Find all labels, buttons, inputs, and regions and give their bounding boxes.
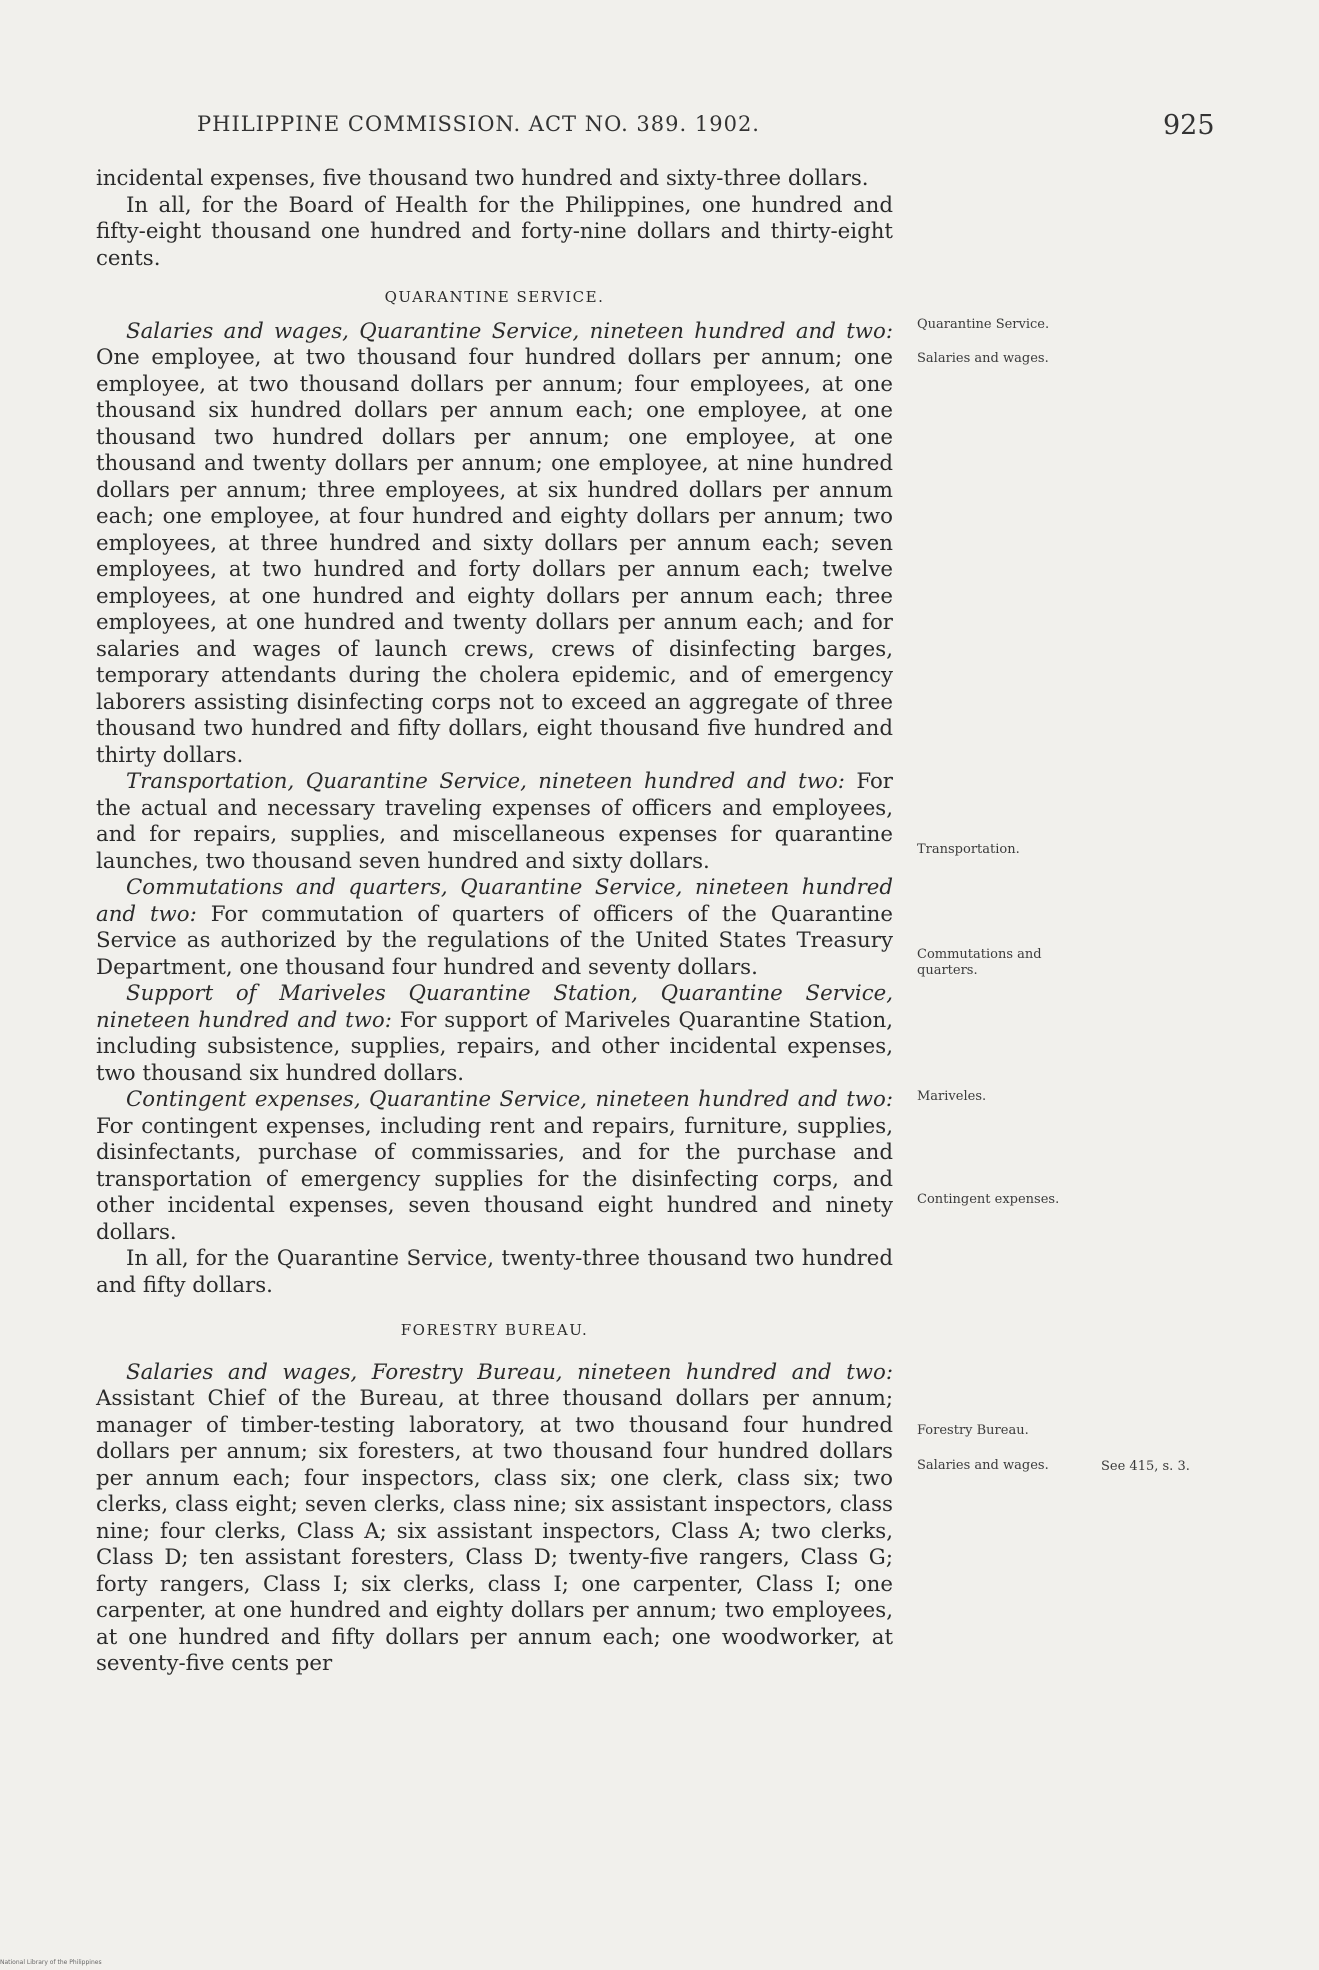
- paragraph-quarantine-transportation: [96, 769, 893, 875]
- item-title: Salaries and wages, Forestry Bureau, nineteen hundred and two:: [126, 1359, 893, 1385]
- running-head: PHILIPPINE COMMISSION. ACT NO. 389. 1902.: [197, 112, 760, 136]
- item-text: One employee, at two thousand four hundred dollars per annum; one employee, at two thousand dollars per annum; four employees, at one thousand six hundred dollars per annum each; one employee, at one thousand two hundred dollars per annum; one employee, at one thousand and twenty dollars per annum; one employee, at nine hundred dollars per annum; three employees, at six hundred dollars per annum each; one employee, at four hundred and eighty dollars per annum; two employees, at three hundred and sixty dollars per annum each; seven employees, at two hundred and forty dollars per annum each; twelve employees, at one hundred and eighty dollars per annum each; three employees, at one hundred and twenty dollars per annum each; and for salaries and wages of launch crews, crews of disinfecting barges, temporary attendants during the cholera epidemic, and of emergency laborers assisting disinfecting corps not to exceed an aggregate of three thousand two hundred and fifty dollars, eight thousand five hundred and thirty dollars.: [96, 345, 893, 768]
- body-text: [96, 166, 893, 1678]
- scan-credit-footer: National Library of the Philippines: [0, 1959, 102, 1966]
- margin-cross-reference: See 415, s. 3.: [1101, 1459, 1190, 1474]
- item-text: For support of Mariveles Quarantine Station, including subsistence, supplies, repairs, and other incidental expenses, two thousand six hundred dollars.: [96, 1007, 893, 1086]
- item-text: For commutation of quarters of officers of the Quarantine Service as authorized by the regulations of the United States Treasury Department, one thousand four hundred and seventy dollars.: [96, 901, 893, 980]
- item-text: Assistant Chief of the Bureau, at three thousand dollars per annum; manager of timber-testing laboratory, at two thousand four hundred dollars per annum; six foresters, at two thousand four hundred dollars per annum each; four inspectors, class six; one clerk, class six; two clerks, class eight; seven clerks, class nine; six assistant inspectors, class nine; four clerks, Class A; six assistant inspectors, Class A; two clerks, Class D; ten assistant foresters, Class D; twenty-five rangers, Class G; forty rangers, Class I; six clerks, class I; one carpenter, Class I; one carpenter, at one hundred and eighty dollars per annum; two employees, at one hundred and fifty dollars per annum each; one woodworker, at seventy-five cents per: [96, 1386, 893, 1676]
- margin-note-contingent-expenses: Contingent expenses.: [917, 1192, 1060, 1207]
- margin-note-quarantine-service: Quarantine Service.: [917, 317, 1050, 332]
- margin-note-commutations: Commutations and quarters.: [917, 947, 1042, 978]
- margin-note-salaries-and-wages: Salaries and wages.: [917, 351, 1049, 366]
- section-heading-quarantine: QUARANTINE SERVICE.: [384, 288, 605, 306]
- item-title: Contingent expenses, Quarantine Service, nineteen hundred and two:: [126, 1087, 893, 1112]
- margin-note-mariveles: Mariveles.: [917, 1089, 987, 1104]
- margin-note-forestry-salaries: Salaries and wages.: [917, 1458, 1049, 1473]
- paragraph-mariveles-station: [96, 981, 893, 1087]
- item-title: Salaries and wages, Quarantine Service, nineteen hundred and two:: [126, 318, 893, 344]
- margin-note-transportation: Transportation.: [917, 842, 1020, 857]
- paragraph-quarantine-contingent: [96, 1087, 893, 1246]
- page-number: 925: [1163, 110, 1215, 141]
- section-heading-forestry: FORESTRY BUREAU.: [400, 1321, 589, 1339]
- paragraph-quarantine-salaries: [96, 319, 893, 770]
- paragraph-board-of-health-total: In all, for the Board of Health for the Philippines, one hundred and fifty-eight thousand one hundred and forty-nine dollars and thirty-eight cents.: [96, 192, 893, 271]
- paragraph-quarantine-total: In all, for the Quarantine Service, twenty-three thousand two hundred and fifty dollars.: [96, 1246, 893, 1298]
- paragraph-quarantine-commutations: [96, 875, 893, 981]
- paragraph-forestry-salaries: [96, 1360, 893, 1678]
- item-text: For contingent expenses, including rent and repairs, furniture, supplies, disinfectants, purchase of commissaries, and for the purchase and transportation of emergency supplies for the disinfecting corps, and other incidental expenses, seven thousand eight hundred and ninety dollars.: [96, 1113, 893, 1245]
- item-title: Commutations and quarters, Quarantine Service, nineteen hundred and two:: [96, 875, 893, 927]
- item-text: For the actual and necessary traveling expenses of officers and employees, and for repairs, supplies, and miscellaneous expenses for quarantine launches, two thousand seven hundred and sixty dollars.: [96, 769, 893, 874]
- item-title: Transportation, Quarantine Service, nineteen hundred and two:: [126, 769, 845, 794]
- item-title: Support of Mariveles Quarantine Station, Quarantine Service, nineteen hundred and two:: [96, 981, 893, 1033]
- margin-note-forestry-bureau: Forestry Bureau.: [917, 1423, 1029, 1438]
- paragraph-continuation: incidental expenses, five thousand two hundred and sixty-three dollars.: [96, 166, 869, 191]
